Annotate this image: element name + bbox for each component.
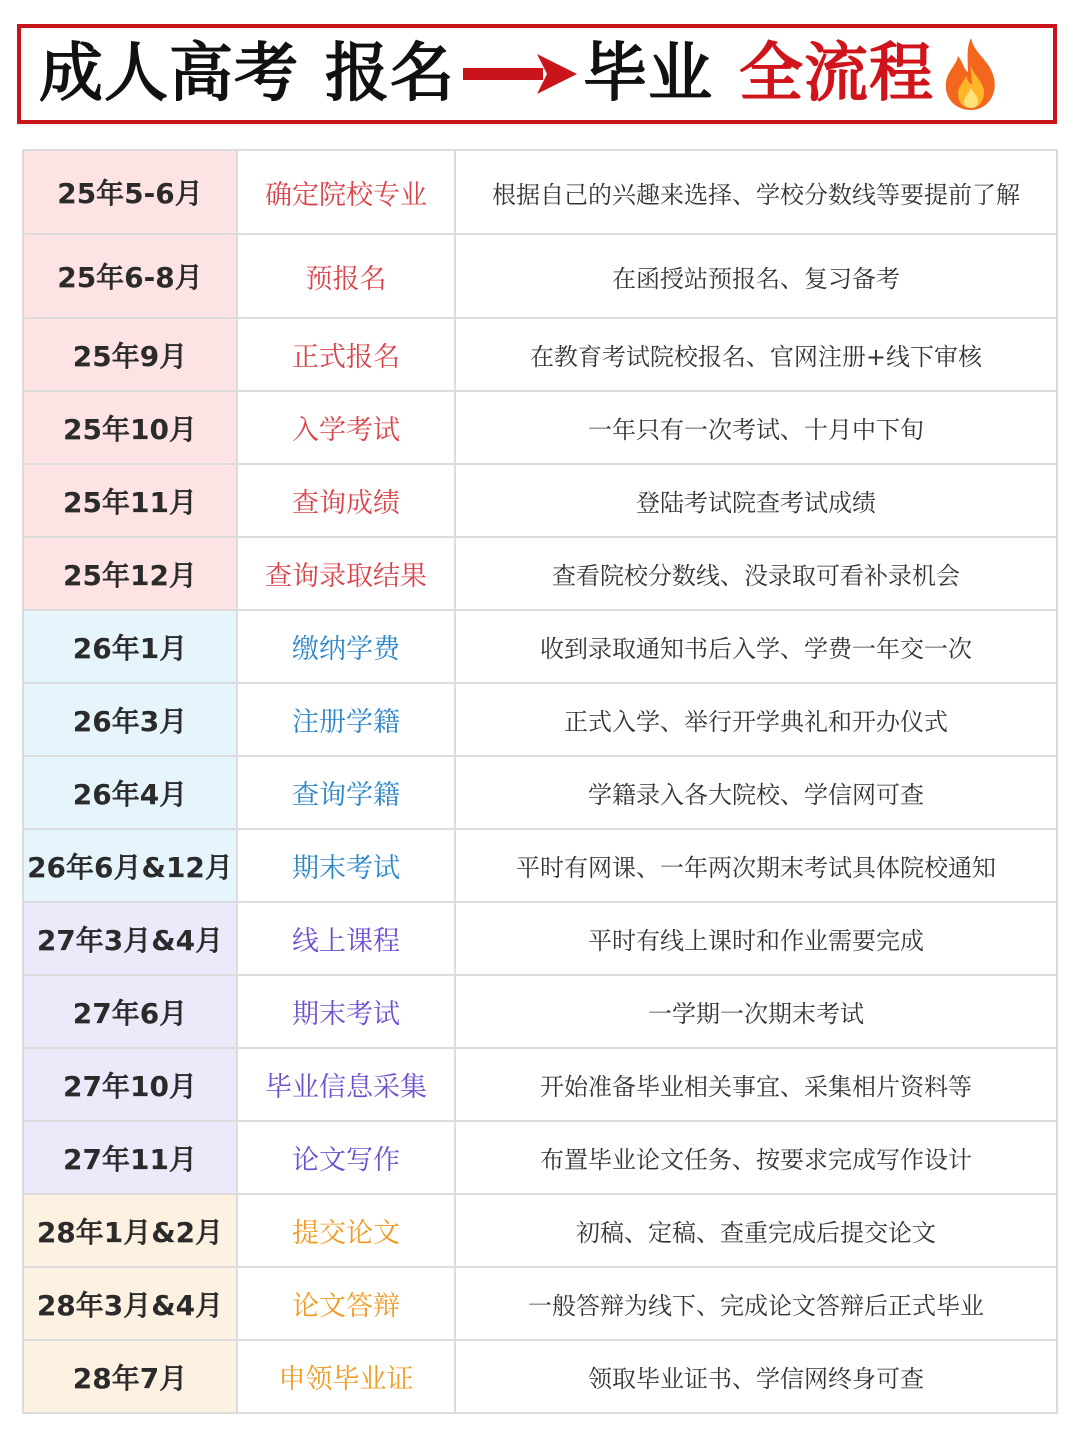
description-cell: 平时有线上课时和作业需要完成 — [455, 902, 1057, 975]
step-cell: 线上课程 — [237, 902, 455, 975]
date-cell: 28年7月 — [23, 1340, 237, 1413]
description-cell: 一般答辩为线下、完成论文答辩后正式毕业 — [455, 1267, 1057, 1340]
description-cell: 正式入学、举行开学典礼和开办仪式 — [455, 683, 1057, 756]
step-cell: 正式报名 — [237, 318, 455, 391]
table-row — [23, 537, 1057, 610]
description-cell: 在教育考试院校报名、官网注册+线下审核 — [455, 318, 1057, 391]
description-cell: 查看院校分数线、没录取可看补录机会 — [455, 537, 1057, 610]
date-cell: 26年4月 — [23, 756, 237, 829]
description-cell: 根据自己的兴趣来选择、学校分数线等要提前了解 — [455, 150, 1057, 234]
description-cell: 学籍录入各大院校、学信网可查 — [455, 756, 1057, 829]
date-cell: 25年12月 — [23, 537, 237, 610]
table-row — [23, 1048, 1057, 1121]
fire-icon — [938, 36, 1004, 112]
step-cell: 论文答辩 — [237, 1267, 455, 1340]
table-row — [23, 318, 1057, 391]
date-cell: 26年6月&12月 — [23, 829, 237, 902]
date-cell: 26年3月 — [23, 683, 237, 756]
title-text-part1: 成人高考 — [39, 37, 299, 111]
description-cell: 平时有网课、一年两次期末考试具体院校通知 — [455, 829, 1057, 902]
table-row — [23, 150, 1057, 234]
step-cell: 查询成绩 — [237, 464, 455, 537]
date-cell: 27年10月 — [23, 1048, 237, 1121]
step-cell: 论文写作 — [237, 1121, 455, 1194]
table-row — [23, 391, 1057, 464]
date-cell: 26年1月 — [23, 610, 237, 683]
table-row — [23, 610, 1057, 683]
step-cell: 注册学籍 — [237, 683, 455, 756]
step-cell: 期末考试 — [237, 975, 455, 1048]
description-cell: 布置毕业论文任务、按要求完成写作设计 — [455, 1121, 1057, 1194]
table-row — [23, 683, 1057, 756]
date-cell: 25年9月 — [23, 318, 237, 391]
table-row — [23, 829, 1057, 902]
table-row — [23, 1121, 1057, 1194]
description-cell: 收到录取通知书后入学、学费一年交一次 — [455, 610, 1057, 683]
step-cell: 毕业信息采集 — [237, 1048, 455, 1121]
right-arrow-icon — [463, 54, 577, 94]
step-cell: 申领毕业证 — [237, 1340, 455, 1413]
description-cell: 一年只有一次考试、十月中下旬 — [455, 391, 1057, 464]
date-cell: 28年3月&4月 — [23, 1267, 237, 1340]
date-cell: 25年5-6月 — [23, 150, 237, 234]
step-cell: 提交论文 — [237, 1194, 455, 1267]
description-cell: 开始准备毕业相关事宜、采集相片资料等 — [455, 1048, 1057, 1121]
table-row — [23, 756, 1057, 829]
description-cell: 领取毕业证书、学信网终身可查 — [455, 1340, 1057, 1413]
page-title-banner — [17, 24, 1057, 124]
date-cell: 27年6月 — [23, 975, 237, 1048]
description-cell: 在函授站预报名、复习备考 — [455, 234, 1057, 318]
table-row — [23, 464, 1057, 537]
description-cell: 登陆考试院查考试成绩 — [455, 464, 1057, 537]
table-row — [23, 902, 1057, 975]
table-row — [23, 234, 1057, 318]
step-cell: 查询学籍 — [237, 756, 455, 829]
description-cell: 一学期一次期末考试 — [455, 975, 1057, 1048]
step-cell: 入学考试 — [237, 391, 455, 464]
timeline-table — [22, 149, 1058, 1414]
step-cell: 确定院校专业 — [237, 150, 455, 234]
title-text-part3: 毕业 — [583, 37, 713, 111]
table-row — [23, 1194, 1057, 1267]
step-cell: 期末考试 — [237, 829, 455, 902]
date-cell: 27年3月&4月 — [23, 902, 237, 975]
step-cell: 缴纳学费 — [237, 610, 455, 683]
date-cell: 28年1月&2月 — [23, 1194, 237, 1267]
date-cell: 25年6-8月 — [23, 234, 237, 318]
table-row — [23, 1267, 1057, 1340]
date-cell: 27年11月 — [23, 1121, 237, 1194]
step-cell: 预报名 — [237, 234, 455, 318]
step-cell: 查询录取结果 — [237, 537, 455, 610]
date-cell: 25年11月 — [23, 464, 237, 537]
title-accent-text: 全流程 — [739, 37, 934, 111]
timeline-body — [23, 150, 1057, 1413]
table-row — [23, 975, 1057, 1048]
date-cell: 25年10月 — [23, 391, 237, 464]
title-text-part2: 报名 — [325, 37, 455, 111]
table-row — [23, 1340, 1057, 1413]
description-cell: 初稿、定稿、查重完成后提交论文 — [455, 1194, 1057, 1267]
